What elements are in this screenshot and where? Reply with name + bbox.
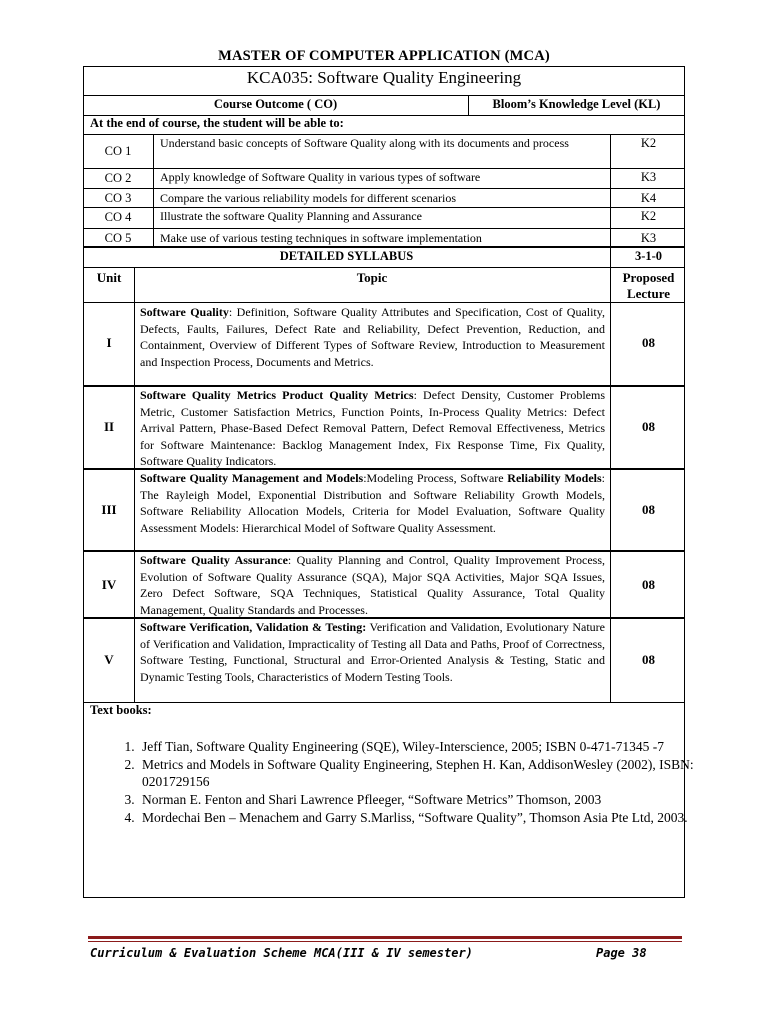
col-lecture: Proposed Lecture xyxy=(622,270,675,301)
co-header-level: Bloom’s Knowledge Level (KL) xyxy=(492,97,661,111)
textbook-list xyxy=(108,738,698,827)
list-item: 2. Metrics and Models in Software Quality Engineering, Stephen H. Kan, AddisonWesley (2002), ISBN: 0201729156 xyxy=(138,756,698,790)
col-unit: Unit xyxy=(96,270,122,285)
course-title: KCA035: Software Quality Engineering xyxy=(246,68,522,87)
footer-rule xyxy=(88,936,682,939)
textbooks-heading: Text books: xyxy=(90,703,152,717)
page-number: Page 38 xyxy=(596,946,647,960)
list-item: 3. Norman E. Fenton and Shari Lawrence Pfleeger, “Software Metrics” Thomson, 2003 xyxy=(138,791,698,808)
list-item: 1. Jeff Tian, Software Quality Engineering (SQE), Wiley-Interscience, 2005; ISBN 0-471-71345 -7 xyxy=(138,738,698,755)
syllabus-heading: DETAILED SYLLABUS xyxy=(279,249,414,263)
co-intro: At the end of course, the student will be able to: xyxy=(90,116,344,130)
program-title: MASTER OF COMPUTER APPLICATION (MCA) xyxy=(218,48,550,64)
col-topic: Topic xyxy=(356,270,388,285)
co-header-outcome: Course Outcome ( CO) xyxy=(213,97,338,111)
footer-left-text: Curriculum & Evaluation Scheme MCA(III & IV semester) xyxy=(90,946,473,960)
syllabus-ltp: 3-1-0 xyxy=(634,249,663,263)
list-item: 4. Mordechai Ben – Menachem and Garry S.Marliss, “Software Quality”, Thomson Asia Pte Ltd, 2003. xyxy=(138,809,698,826)
footer-rule-thin xyxy=(88,941,682,942)
